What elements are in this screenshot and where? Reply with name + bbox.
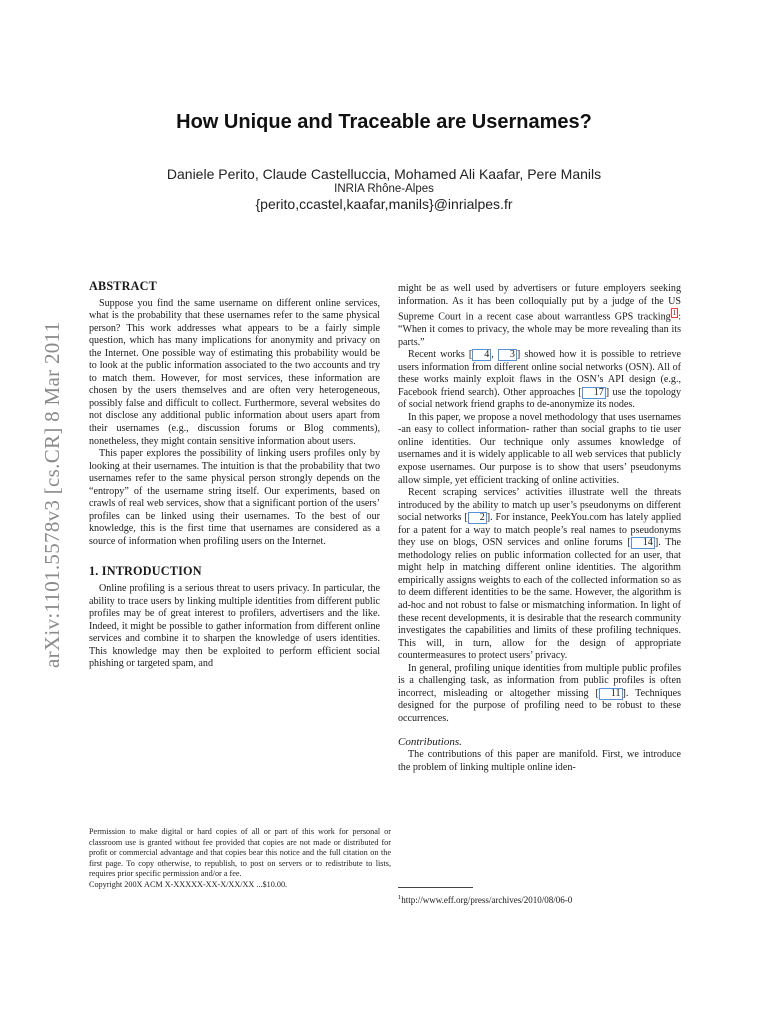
right-paragraph-4: In general, profiling unique identities from multiple public profiles is a challenging task, as information from public profiles is often incorrect, misleading or altogether missing [ 11 ]. Techniques designed for the purpose of profiling need to be robust to these occurrences. xyxy=(398,662,681,724)
permission-notice xyxy=(89,827,391,890)
footnote-url[interactable]: http://www.eff.org/press/archives/2010/08/06-0 xyxy=(401,895,573,905)
paper-title: How Unique and Traceable are Usernames? xyxy=(176,111,592,133)
contributions-paragraph: The contributions of this paper are manifold. First, we introduce the problem of linking multiple online iden- xyxy=(398,749,681,773)
footnote-mark: 1 xyxy=(398,894,402,901)
abstract-paragraph-2: This paper explores the possibility of linking users profiles only by looking at their usernames. The intuition is that the probability that two usernames refer to the same physical person strongly depends on the “entropy” of the username string itself. Our experiments, based on crawls of real web services, show that a significant portion of the users’ profiles can be linked using their usernames. To the best of our knowledge, this is the first time that usernames are considered as a source of information when profiling users on the Internet. xyxy=(89,448,380,547)
left-column xyxy=(89,280,380,671)
footnote-link[interactable]: 1 xyxy=(672,309,677,318)
footnote xyxy=(398,892,681,906)
arxiv-identifier-stamp: arXiv:1101.5578v3 [cs.CR] 8 Mar 2011 xyxy=(40,321,64,668)
introduction-heading: 1. INTRODUCTION xyxy=(89,564,202,579)
right-paragraph-0: might be as well used by advertisers or future employers seeking information. As it has been colloquially put by a judge of the US Supreme Court in a recent case about warrantless GPS tracking 1 : “When it comes to privacy, the whole may be more revealing than its parts.” xyxy=(398,283,681,348)
citation-link[interactable]: 4 xyxy=(472,349,491,361)
citation-link[interactable]: 11 xyxy=(599,688,623,700)
copyright-line: Copyright 200X ACM X-XXXXX-XX-X/XX/XX ...$10.00. xyxy=(89,879,288,889)
citation-link[interactable]: 17 xyxy=(582,387,606,399)
affiliation: INRIA Rhône-Alpes xyxy=(334,183,434,195)
right-paragraph-2: In this paper, we propose a novel methodology that uses usernames -an easy to collect information- rather than social graphs to tie user online identities. Our technique only assumes knowledge of usernames and it is widely applicable to all web services that publicly expose usernames. Our purpose is to show that users’ pseudonyms allow simple, yet efficient tracking of online activities. xyxy=(398,411,681,486)
right-paragraph-3: Recent scraping services’ activities illustrate well the threats introduced by the ability to match up user’s pseudonyms on different social networks [ 2 ]. For instance, PeekYou.com has lately applied for a patent for a way to match people’s real names to pseudonyms they use on blogs, OSN services and online forums [ 14 ]. The methodology relies on public information collected for an user, that might help in matching different online identities. The algorithm empirically assigns weights to each of the collected information so as to deem different identities to be the same. However, the algorithm is ad-hoc and not robust to false or mismatching information. In light of these recent developments, it is desirable that the research community investigates the capabilities and limits of these profiling techniques. This will, in turn, allow for the design of appropriate countermeasures to protect users’ privacy. xyxy=(398,487,681,662)
contributions-heading: Contributions. xyxy=(398,735,462,748)
permission-text: Permission to make digital or hard copies of all or part of this work for personal or classroom use is granted without fee provided that copies are not made or distributed for profit or commercial advantage and that copies bear this notice and the full citation on the first page. To copy otherwise, to republish, to post on servers or to redistribute to lists, requires prior specific permission and/or a fee. xyxy=(89,827,391,878)
introduction-paragraph-1: Online profiling is a serious threat to users privacy. In particular, the ability to trace users by linking multiple identities from different public profiles may be of great interest to profilers, advertisers and the like. Indeed, it might be possible to gather information from different online services and combine it to sharpen the knowledge of users identities. This knowledge may then be exploited to perform efficient social phishing or targeted spam, and xyxy=(89,583,380,670)
footnote-divider xyxy=(398,887,473,888)
right-paragraph-1: Recent works [ 4 , 3 ] showed how it is possible to retrieve users information from different online social networks (OSN). All of these works mainly exploit flaws in the OSN’s API design (e.g., Facebook friend search). Other approaches [ 17 ] use the topology of social network friend graphs to de-anonymize its nodes. xyxy=(398,349,682,411)
right-column xyxy=(398,283,681,774)
citation-link[interactable]: 14 xyxy=(631,537,655,549)
citation-link[interactable]: 3 xyxy=(498,349,517,361)
author-emails: {perito,ccastel,kaafar,manils}@inrialpes.fr xyxy=(255,196,513,212)
abstract-heading: ABSTRACT xyxy=(89,279,157,293)
citation-link[interactable]: 2 xyxy=(468,512,487,524)
author-list: Daniele Perito, Claude Castelluccia, Mohamed Ali Kaafar, Pere Manils xyxy=(166,166,602,182)
abstract-paragraph-1: Suppose you find the same username on different online services, what is the probability that these usernames refer to the same physical person? This work addresses what appears to be a fairly simple question, which has many implications for anonymity and privacy on the Internet. One possible way of estimating this probability would be to look at the public information associated to the two accounts and try to match them. However, for most services, these information are chosen by the users themselves and are often very heterogeneous, possibly false and difficult to collect. Furthermore, several websites do not disclose any additional public information about users apart from their usernames (e.g., discussion forums or Blog comments), nonetheless, they might contain sensitive information about users. xyxy=(89,297,380,447)
